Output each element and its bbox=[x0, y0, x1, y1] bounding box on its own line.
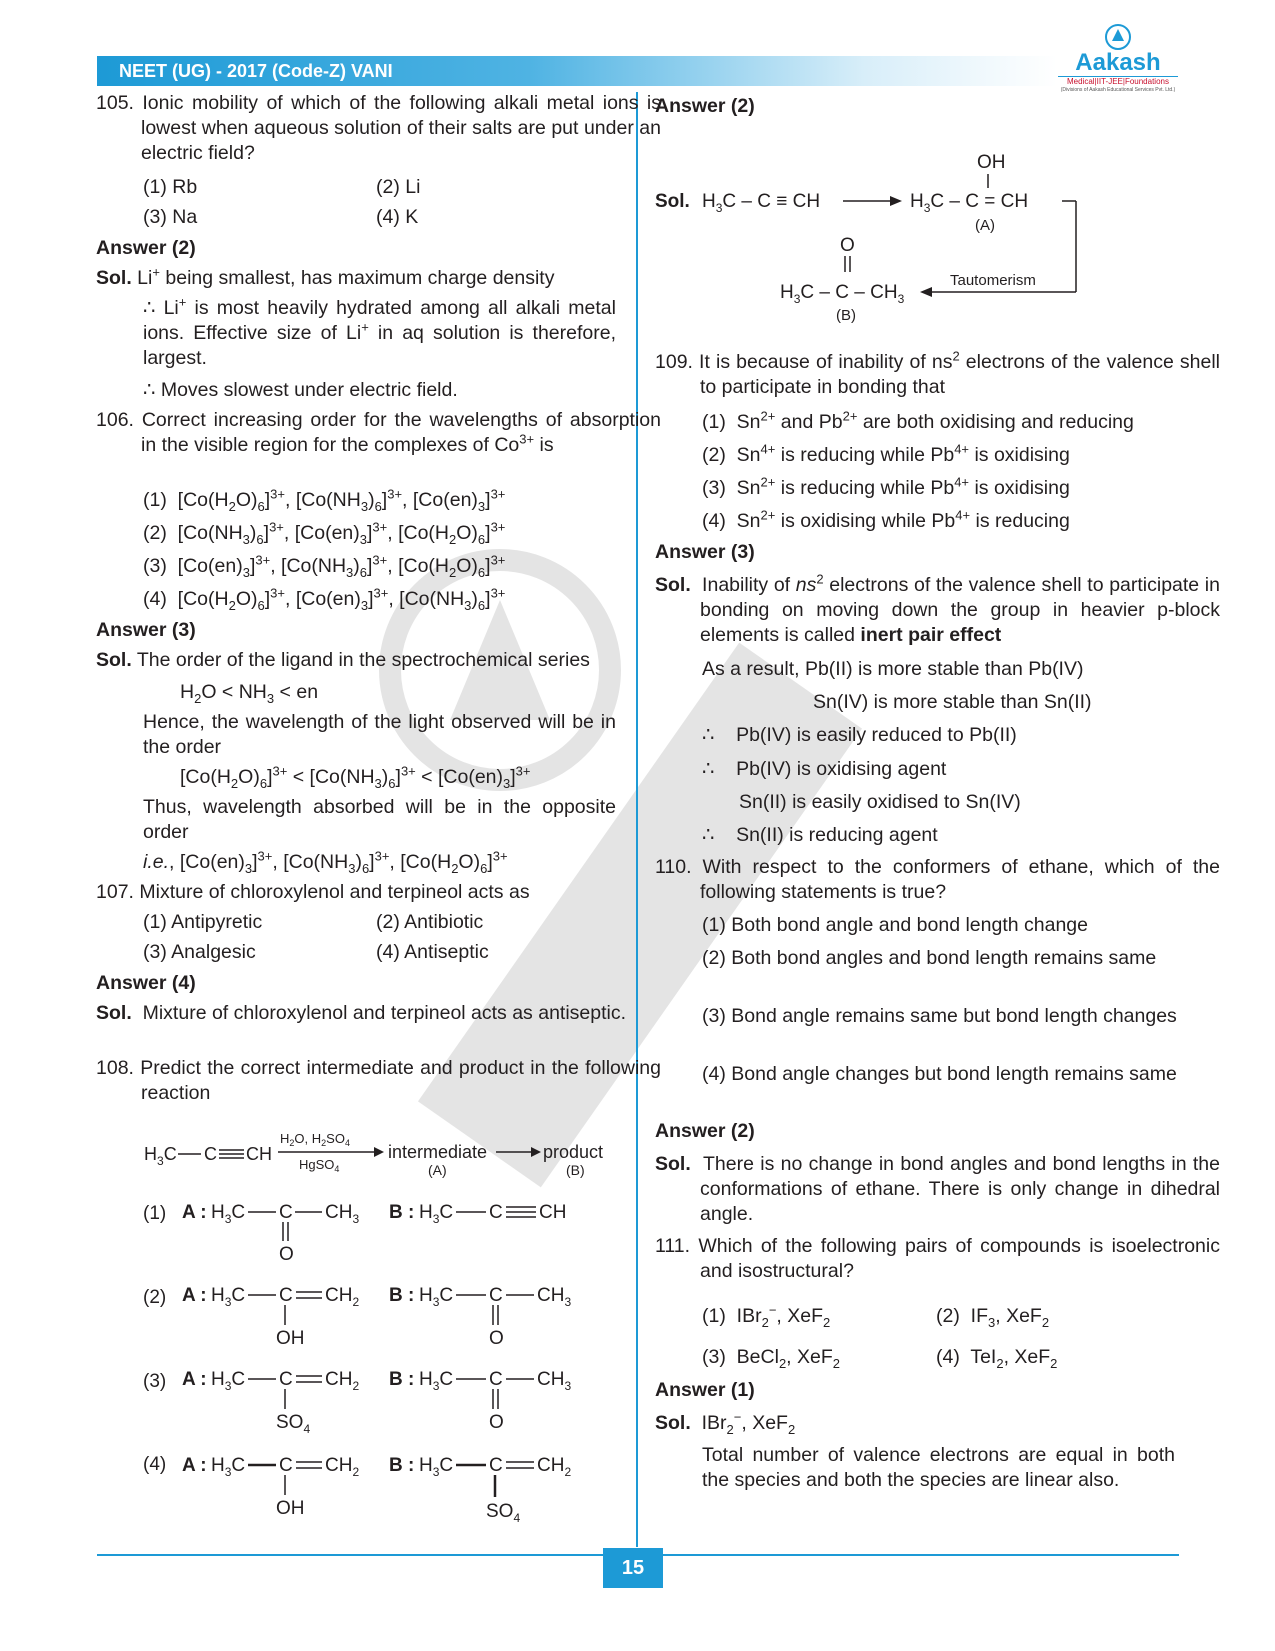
q110-option-3: (3) Bond angle remains same but bond length changes bbox=[702, 1005, 1177, 1027]
svg-text:CH2: $CH_2$ bbox=[325, 1285, 360, 1309]
svg-text:H2O, H2SO4: $H_2O$, $H_2SO_4$ bbox=[280, 1131, 350, 1148]
q111-stem: 111. Which of the following pairs of compounds is isoelectronic and isostructural? bbox=[655, 1235, 1220, 1282]
q105-option-2: (2) Li bbox=[376, 176, 421, 198]
sol-label: Sol. bbox=[96, 267, 132, 289]
q107-option-3: (3) Analgesic bbox=[143, 941, 256, 963]
q109-stem: 109. It is because of inability of $ns^2$ electrons of the valence shell to participate in bonding that bbox=[655, 348, 1220, 398]
svg-text:OH: OH bbox=[276, 1498, 305, 1519]
q106-solution-thus: Thus, wavelength absorbed will be in the opposite order bbox=[143, 796, 616, 843]
q109-result-6: ∴ Sn(II) is reducing agent bbox=[702, 824, 938, 846]
svg-text:O: O bbox=[279, 1244, 294, 1265]
svg-text:C: C bbox=[204, 1144, 217, 1164]
q110-solution: Sol. There is no change in bond angles and bond lengths in the conformations of ethane. There is only change in dihedral angle. bbox=[655, 1153, 1220, 1225]
svg-text:C: C bbox=[279, 1455, 293, 1476]
q108-solution-diagram bbox=[650, 140, 1110, 335]
svg-text:(1): (1) bbox=[143, 1203, 167, 1224]
svg-text:intermediate: intermediate bbox=[388, 1142, 488, 1162]
q107-option-1: (1) Antipyretic bbox=[143, 911, 263, 933]
q109-option-2: (2) $Sn^{4+}$ is reducing while $Pb^{4+}$ is oxidising bbox=[702, 441, 1070, 466]
svg-text:H3C – C – CH3: $H_3C$ – C – $CH_3$ bbox=[780, 282, 905, 306]
svg-text:CH2: $CH_2$ bbox=[325, 1369, 360, 1393]
svg-text:H3C: $H_3C$ bbox=[211, 1455, 246, 1479]
q111-answer: Answer (1) bbox=[655, 1379, 755, 1401]
logo-name: Aakash bbox=[1075, 49, 1161, 76]
svg-text:H3C: $H_3C$ bbox=[211, 1202, 246, 1226]
q108-option-1 bbox=[143, 1202, 566, 1265]
aakash-logo bbox=[1058, 24, 1178, 94]
q106-answer: Answer (3) bbox=[96, 619, 196, 641]
svg-text:C: C bbox=[489, 1202, 503, 1223]
column-divider bbox=[636, 92, 638, 1547]
q110-answer: Answer (2) bbox=[655, 1120, 755, 1142]
svg-text:C: C bbox=[279, 1285, 293, 1306]
header-title: NEET (UG) - 2017 (Code-Z) VANI bbox=[119, 61, 393, 81]
q111-solution: Total number of valence electrons are equal in both the species and both the species are linear also. bbox=[702, 1444, 1175, 1491]
q111-option-3: (3) BeCl$_2$, XeF$_2$ bbox=[702, 1346, 841, 1371]
svg-text:A :: A : bbox=[182, 1202, 207, 1223]
q105-answer: Answer (2) bbox=[96, 237, 196, 259]
q109-result-3: ∴ Pb(IV) is easily reduced to Pb(II) bbox=[702, 724, 1017, 746]
q109-answer: Answer (3) bbox=[655, 541, 755, 563]
q106-option-1: (1) $[Co(H_2O)_6]^{3+}$, $[Co(NH_3)_6]^{3+}$, $[Co(en)_3]^{3+}$ bbox=[143, 486, 506, 514]
q108-stem: 108. Predict the correct intermediate and product in the following reaction bbox=[96, 1057, 661, 1104]
q105-option-4: (4) K bbox=[376, 206, 419, 228]
svg-text:H3C: $H_3C$ bbox=[144, 1144, 177, 1168]
q106-option-3: (3) $[Co(en)_3]^{3+}$, $[Co(NH_3)_6]^{3+}$, $[Co(H_2O)_6]^{3+}$ bbox=[143, 552, 506, 580]
q107-option-2: (2) Antibiotic bbox=[376, 911, 484, 933]
q106-option-2: (2) $[Co(NH_3)_6]^{3+}$, $[Co(en)_3]^{3+}$, $[Co(H_2O)_6]^{3+}$ bbox=[143, 519, 506, 547]
q105-solution-detail: ∴ Li+ is most heavily hydrated among all alkali metal ions. Effective size of Li+ in aq solution is therefore, largest. bbox=[143, 294, 616, 369]
q108-answer: Answer (2) bbox=[655, 95, 755, 117]
header-bar bbox=[97, 56, 1057, 86]
q109-solution: Sol. Inability of $ns^2$ electrons of the valence shell to participate in bonding on moving down the group in heavier p-block elements is called inert pair effect bbox=[655, 571, 1220, 646]
svg-text:H3C: $H_3C$ bbox=[419, 1369, 454, 1393]
svg-text:SO4: $SO_4$ bbox=[486, 1501, 521, 1525]
q109-option-4: (4) $Sn^{2+}$ is oxidising while $Pb^{4+}$ is reducing bbox=[702, 507, 1070, 532]
q106-absorbed-order: i.e., $[Co(en)_3]^{3+}$, $[Co(NH_3)_6]^{3+}$, $[Co(H_2O)_6]^{3+}$ bbox=[143, 848, 508, 876]
svg-text:(3): (3) bbox=[143, 1371, 167, 1392]
q110-stem: 110. With respect to the conformers of ethane, which of the following statements is true? bbox=[655, 856, 1220, 903]
q107-answer: Answer (4) bbox=[96, 972, 196, 994]
q108-option-3 bbox=[143, 1369, 571, 1436]
svg-text:CH2: $CH_2$ bbox=[537, 1455, 572, 1479]
svg-text:B :: B : bbox=[389, 1455, 415, 1476]
logo-tagline: Medical|IIT-JEE|Foundations bbox=[1058, 76, 1178, 87]
q109-option-1: (1) $Sn^{2+}$ and $Pb^{2+}$ are both oxidising and reducing bbox=[702, 408, 1134, 433]
q105-solution-conclusion: ∴ Moves slowest under electric field. bbox=[143, 379, 458, 401]
svg-text:OH: OH bbox=[977, 152, 1006, 173]
svg-text:C: C bbox=[489, 1455, 503, 1476]
q105-option-3: (3) Na bbox=[143, 206, 198, 228]
svg-text:A :: A : bbox=[182, 1369, 207, 1390]
svg-text:SO4: $SO_4$ bbox=[276, 1412, 311, 1436]
logo-small-text: (Divisions of Aakash Educational Services Pvt. Ltd.) bbox=[1060, 87, 1176, 93]
svg-text:B :: B : bbox=[389, 1285, 415, 1306]
q109-result-5: Sn(II) is easily oxidised to Sn(IV) bbox=[739, 791, 1021, 813]
q106-observed-order: $[Co(H_2O)_6]^{3+} < [Co(NH_3)_6]^{3+} < [Co(en)_3]^{3+}$ bbox=[180, 763, 531, 791]
svg-text:C: C bbox=[279, 1202, 293, 1223]
svg-text:CH: CH bbox=[246, 1144, 272, 1164]
logo-emblem-icon bbox=[1105, 24, 1131, 50]
svg-text:H3C: $H_3C$ bbox=[419, 1285, 454, 1309]
page-number: 15 bbox=[603, 1548, 663, 1588]
svg-text:Sol.: Sol. bbox=[655, 191, 690, 212]
q107-stem: 107. Mixture of chloroxylenol and terpineol acts as bbox=[96, 881, 530, 903]
q108-reaction-diagram bbox=[96, 1125, 636, 1545]
q110-option-1: (1) Both bond angle and bond length change bbox=[702, 914, 1088, 936]
svg-text:H3C: $H_3C$ bbox=[211, 1285, 246, 1309]
svg-text:CH: CH bbox=[539, 1202, 567, 1223]
q111-solution-line: Sol. IBr$_2$−, XeF$_2$ bbox=[655, 1409, 796, 1437]
q107-solution: Sol. Mixture of chloroxylenol and terpineol acts as antiseptic. bbox=[96, 1002, 627, 1024]
svg-text:(2): (2) bbox=[143, 1287, 167, 1308]
svg-text:A :: A : bbox=[182, 1455, 207, 1476]
svg-text:(A): (A) bbox=[428, 1162, 447, 1178]
svg-text:(4): (4) bbox=[143, 1454, 167, 1475]
svg-text:CH3: $CH_3$ bbox=[537, 1369, 572, 1393]
q106-ligand-order: $H_2O < NH_3$ < en bbox=[180, 681, 319, 706]
q110-option-2: (2) Both bond angles and bond length remains same bbox=[702, 947, 1157, 969]
svg-text:CH2: $CH_2$ bbox=[325, 1455, 360, 1479]
svg-text:CH3: $CH_3$ bbox=[325, 1202, 360, 1226]
q108-option-2 bbox=[143, 1285, 571, 1349]
svg-text:H3C – C ≡ CH: $H_3C$ – C ≡ CH bbox=[702, 191, 821, 215]
svg-text:C: C bbox=[489, 1285, 503, 1306]
svg-text:O: O bbox=[840, 235, 855, 256]
q105-solution-line: Sol. Li+ being smallest, has maximum charge density bbox=[96, 264, 555, 289]
q109-option-3: (3) $Sn^{2+}$ is reducing while $Pb^{4+}$ is oxidising bbox=[702, 474, 1070, 499]
svg-text:(A): (A) bbox=[975, 217, 995, 234]
q111-option-2: (2) $IF_3$, XeF$_2$ bbox=[936, 1305, 1050, 1330]
tautomerism-label: Tautomerism bbox=[950, 272, 1036, 289]
q111-option-1: (1) IBr$_2$−, XeF$_2$ bbox=[702, 1302, 831, 1330]
svg-text:C: C bbox=[279, 1369, 293, 1390]
svg-text:B :: B : bbox=[389, 1202, 415, 1223]
q109-result-4: ∴ Pb(IV) is oxidising agent bbox=[702, 758, 947, 780]
q110-option-4: (4) Bond angle changes but bond length remains same bbox=[702, 1063, 1177, 1085]
svg-text:O: O bbox=[489, 1412, 504, 1433]
q106-solution-line: Sol. The order of the ligand in the spectrochemical series bbox=[96, 649, 590, 671]
svg-text:CH3: $CH_3$ bbox=[537, 1285, 572, 1309]
q106-solution-hence: Hence, the wavelength of the light observed will be in the order bbox=[143, 711, 616, 758]
svg-text:HgSO4: HgSO$_4$ bbox=[299, 1157, 340, 1174]
svg-text:O: O bbox=[489, 1328, 504, 1349]
svg-text:H3C: $H_3C$ bbox=[419, 1202, 454, 1226]
q111-option-4: (4) TeI$_2$, XeF$_2$ bbox=[936, 1346, 1058, 1371]
svg-text:OH: OH bbox=[276, 1328, 305, 1349]
q105-option-1: (1) Rb bbox=[143, 176, 198, 198]
q106-stem: 106. Correct increasing order for the wavelengths of absorption in the visible region for the complexes of $Co^{3+}$ is bbox=[96, 409, 661, 456]
q108-option-4 bbox=[143, 1454, 571, 1525]
svg-text:H3C: $H_3C$ bbox=[211, 1369, 246, 1393]
svg-text:H3C: $H_3C$ bbox=[419, 1455, 454, 1479]
q105-stem: 105. Ionic mobility of which of the following alkali metal ions is lowest when aqueous solution of their salts are put under an electric field? bbox=[96, 92, 661, 164]
q107-option-4: (4) Antiseptic bbox=[376, 941, 489, 963]
svg-text:C: C bbox=[489, 1369, 503, 1390]
svg-text:B :: B : bbox=[389, 1369, 415, 1390]
svg-text:H3C – C = CH: $H_3C$ – C = CH bbox=[910, 191, 1029, 215]
svg-text:A :: A : bbox=[182, 1285, 207, 1306]
q109-result-2: Sn(IV) is more stable than Sn(II) bbox=[813, 691, 1092, 713]
svg-text:(B): (B) bbox=[836, 307, 856, 324]
svg-text:(B): (B) bbox=[566, 1162, 585, 1178]
q106-option-4: (4) $[Co(H_2O)_6]^{3+}$, $[Co(en)_3]^{3+}$, $[Co(NH_3)_6]^{3+}$ bbox=[143, 585, 506, 613]
svg-text:product: product bbox=[543, 1142, 604, 1162]
q109-result-1: As a result, Pb(II) is more stable than Pb(IV) bbox=[702, 658, 1084, 680]
